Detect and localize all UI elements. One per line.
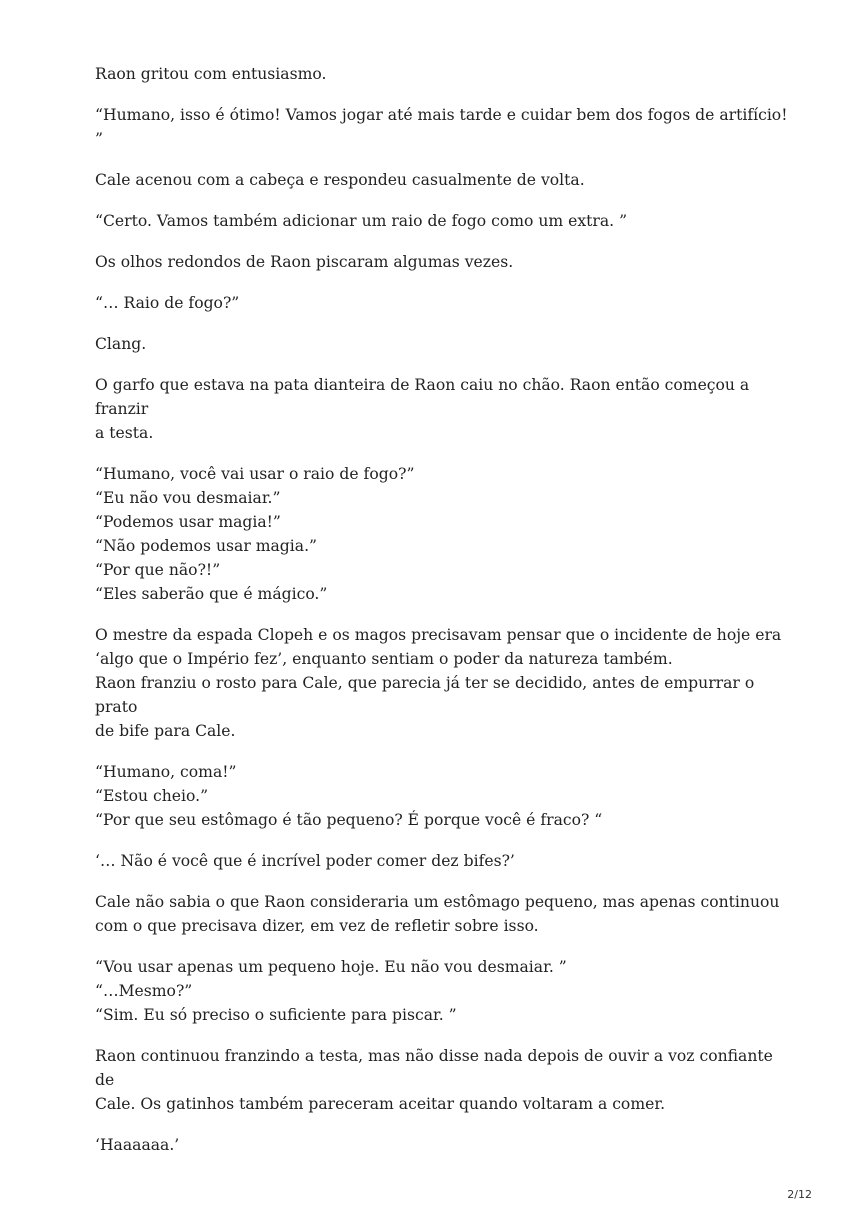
dialogue-line: “Eles saberão que é mágico.”	[95, 585, 328, 603]
dialogue-line: “Não podemos usar magia.”	[95, 537, 318, 555]
text-line: Raon continuou franzindo a testa, mas não disse nada depois de ouvir a voz confiante de	[95, 1047, 773, 1089]
paragraph	[95, 332, 795, 356]
paragraph	[95, 1044, 795, 1116]
text-line: “Certo. Vamos também adicionar um raio de fogo como um extra. ”	[95, 212, 628, 230]
text-line: O garfo que estava na pata dianteira de Raon caiu no chão. Raon então começou a franzir	[95, 376, 750, 418]
text-line: a testa.	[95, 424, 154, 442]
paragraph	[95, 373, 795, 445]
paragraph	[95, 890, 795, 938]
text-line: Cale não sabia o que Raon consideraria um estômago pequeno, mas apenas continuou	[95, 893, 780, 911]
text-line: ‘Haaaaaa.’	[95, 1136, 180, 1154]
paragraph	[95, 1133, 795, 1157]
text-line: de bife para Cale.	[95, 722, 236, 740]
page-number: 2/12	[787, 1188, 812, 1201]
dialogue-block	[95, 955, 795, 1027]
paragraph	[95, 103, 795, 151]
dialogue-line: “Por que não?!”	[95, 561, 221, 579]
text-line: O mestre da espada Clopeh e os magos precisavam pensar que o incidente de hoje era	[95, 626, 782, 644]
dialogue-line: “Podemos usar magia!”	[95, 513, 281, 531]
dialogue-line: “Eu não vou desmaiar.”	[95, 489, 281, 507]
text-line: com o que precisava dizer, em vez de refletir sobre isso.	[95, 917, 539, 935]
paragraph	[95, 250, 795, 274]
dialogue-line: “Humano, você vai usar o raio de fogo?”	[95, 465, 415, 483]
text-line: Cale acenou com a cabeça e respondeu casualmente de volta.	[95, 171, 585, 189]
dialogue-line: “…Mesmo?”	[95, 982, 193, 1000]
dialogue-line: “Humano, coma!”	[95, 763, 237, 781]
text-line: Cale. Os gatinhos também pareceram aceitar quando voltaram a comer.	[95, 1095, 666, 1113]
dialogue-block	[95, 760, 795, 832]
text-line: Raon franziu o rosto para Cale, que parecia já ter se decidido, antes de empurrar o prato	[95, 674, 755, 716]
text-line: ‘… Não é você que é incrível poder comer dez bifes?’	[95, 852, 515, 870]
dialogue-line: “Sim. Eu só preciso o suficiente para piscar. ”	[95, 1006, 457, 1024]
dialogue-line: “Por que seu estômago é tão pequeno? É porque você é fraco? “	[95, 811, 603, 829]
paragraph	[95, 849, 795, 873]
paragraph	[95, 209, 795, 233]
dialogue-line: “Estou cheio.”	[95, 787, 209, 805]
text-line: “Humano, isso é ótimo! Vamos jogar até mais tarde e cuidar bem dos fogos de artifício! ”	[95, 106, 788, 148]
document-page	[95, 62, 795, 1174]
dialogue-block	[95, 462, 795, 606]
paragraph	[95, 168, 795, 192]
text-line: Os olhos redondos de Raon piscaram algumas vezes.	[95, 253, 514, 271]
paragraph	[95, 291, 795, 315]
dialogue-line: “Vou usar apenas um pequeno hoje. Eu não vou desmaiar. ”	[95, 958, 567, 976]
text-line: ‘algo que o Império fez’, enquanto sentiam o poder da natureza também.	[95, 650, 673, 668]
text-line: Raon gritou com entusiasmo.	[95, 65, 327, 83]
text-line: “… Raio de fogo?”	[95, 294, 240, 312]
paragraph	[95, 623, 795, 743]
paragraph	[95, 62, 795, 86]
text-line: Clang.	[95, 335, 147, 353]
